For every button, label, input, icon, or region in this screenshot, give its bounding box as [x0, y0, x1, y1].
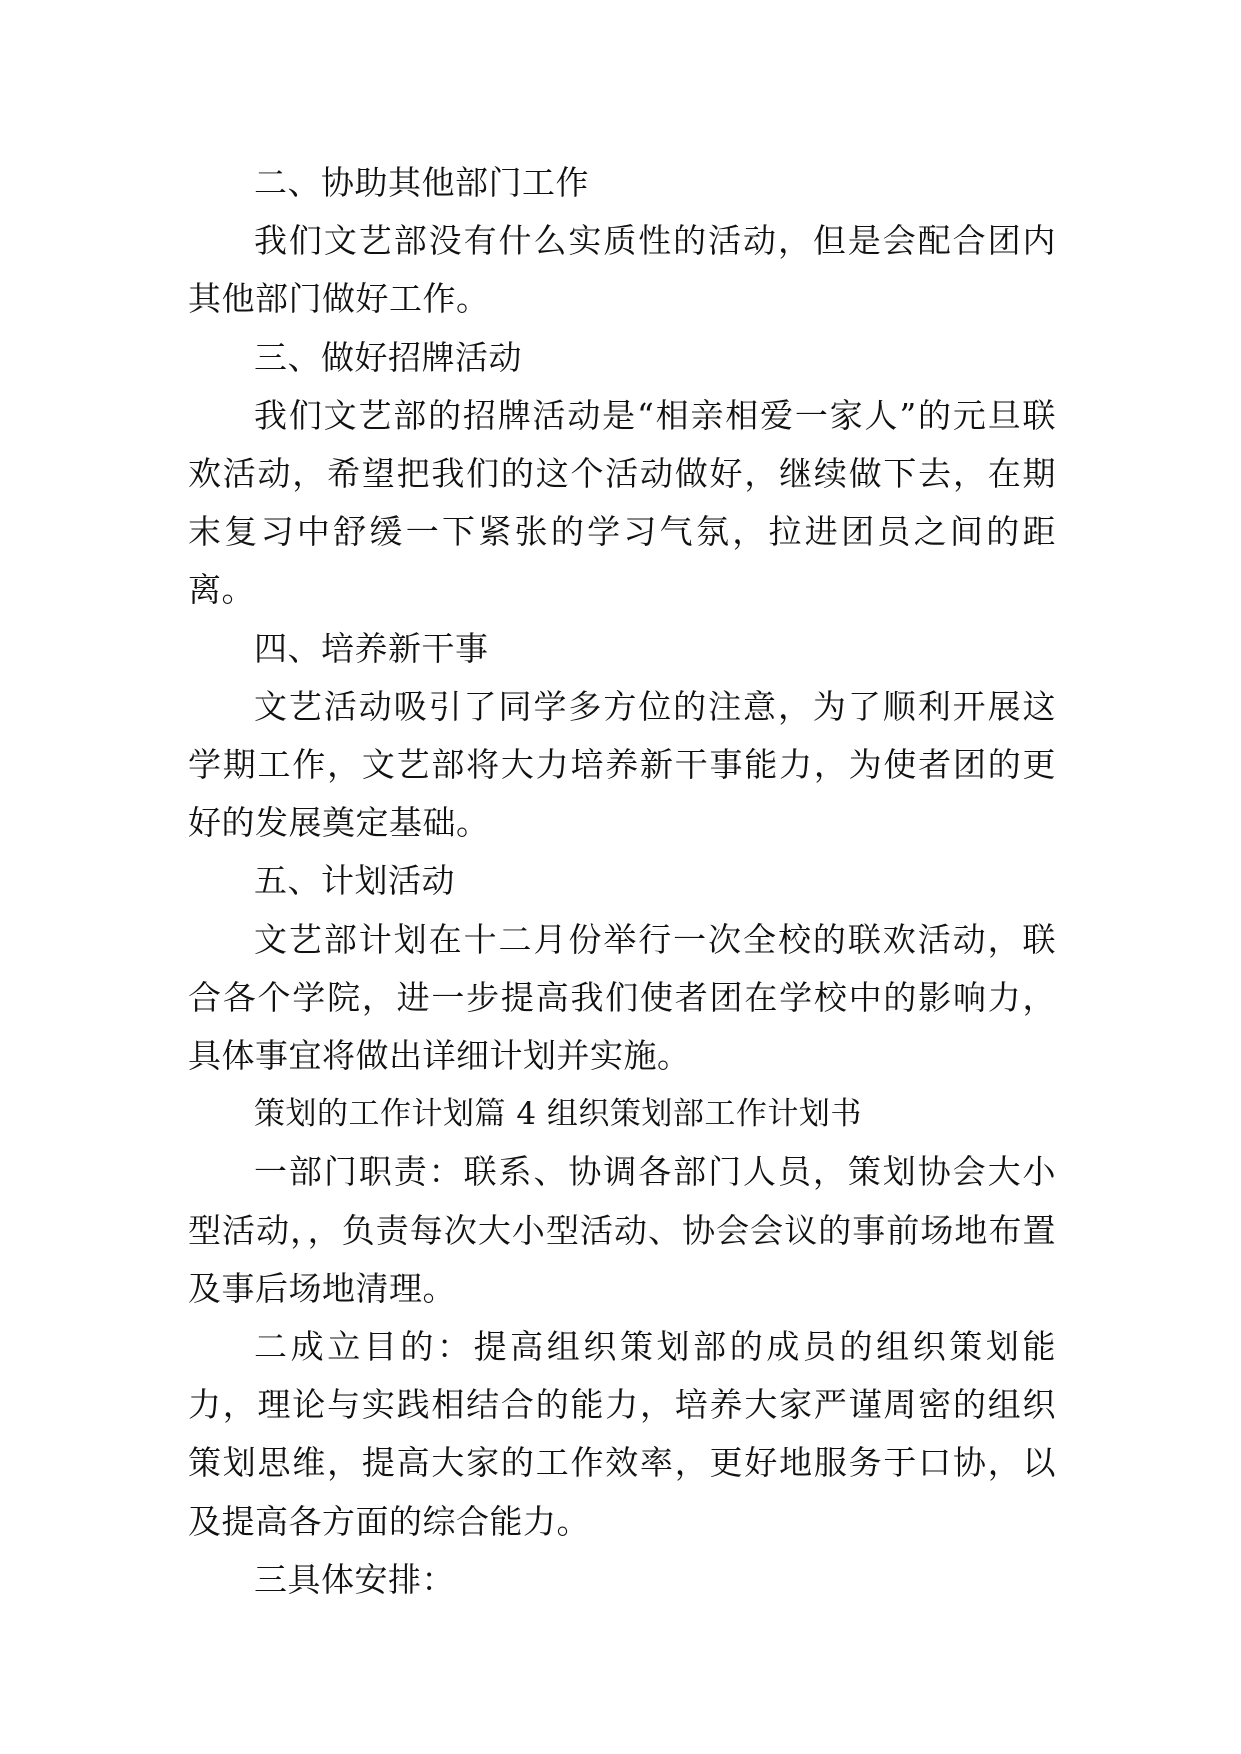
section-heading-signature-activity: 三、做好招牌活动 — [254, 337, 522, 377]
paragraph-founding-purpose: 二成立目的：提高组织策划部的成员的组织策划能力，理论与实践相结合的能力，培养大家严谨周密的组织策划思维，提高大家的工作效率，更好地服务于口协，以及提高各方面的综合能力。 — [188, 1327, 1056, 1541]
paragraph-plan-activity: 文艺部计划在十二月份举行一次全校的联欢活动，联合各个学院，进一步提高我们使者团在学校中的影响力，具体事宜将做出详细计划并实施。 — [188, 919, 1056, 1076]
section-heading-train-new-staff: 四、培养新干事 — [254, 628, 489, 668]
section-heading-assist-departments: 二、协助其他部门工作 — [254, 163, 589, 202]
paragraph-assist-departments: 我们文艺部没有什么实质性的活动，但是会配合团内其他部门做好工作。 — [188, 221, 1056, 319]
paragraph-train-new-staff: 文艺活动吸引了同学多方位的注意，为了顺利开展这学期工作，文艺部将大力培养新干事能力，为使者团的更好的发展奠定基础。 — [188, 686, 1056, 843]
document-body — [188, 154, 1056, 1609]
plan-title: 策划的工作计划篇 4 组织策划部工作计划书 — [254, 1096, 862, 1133]
paragraph-signature-activity: 我们文艺部的招牌活动是“相亲相爱一家人”的元旦联欢活动，希望把我们的这个活动做好，继续做下去，在期末复习中舒缓一下紧张的学习气氛，拉进团员之间的距离。 — [188, 395, 1056, 610]
section-heading-specific-arrangements: 三具体安排： — [254, 1559, 455, 1599]
section-heading-plan-activity: 五、计划活动 — [254, 861, 455, 901]
paragraph-department-duties: 一部门职责：联系、协调各部门人员，策划协会大小型活动，，负责每次大小型活动、协会会议的事前场地布置及事后场地清理。 — [188, 1152, 1056, 1308]
